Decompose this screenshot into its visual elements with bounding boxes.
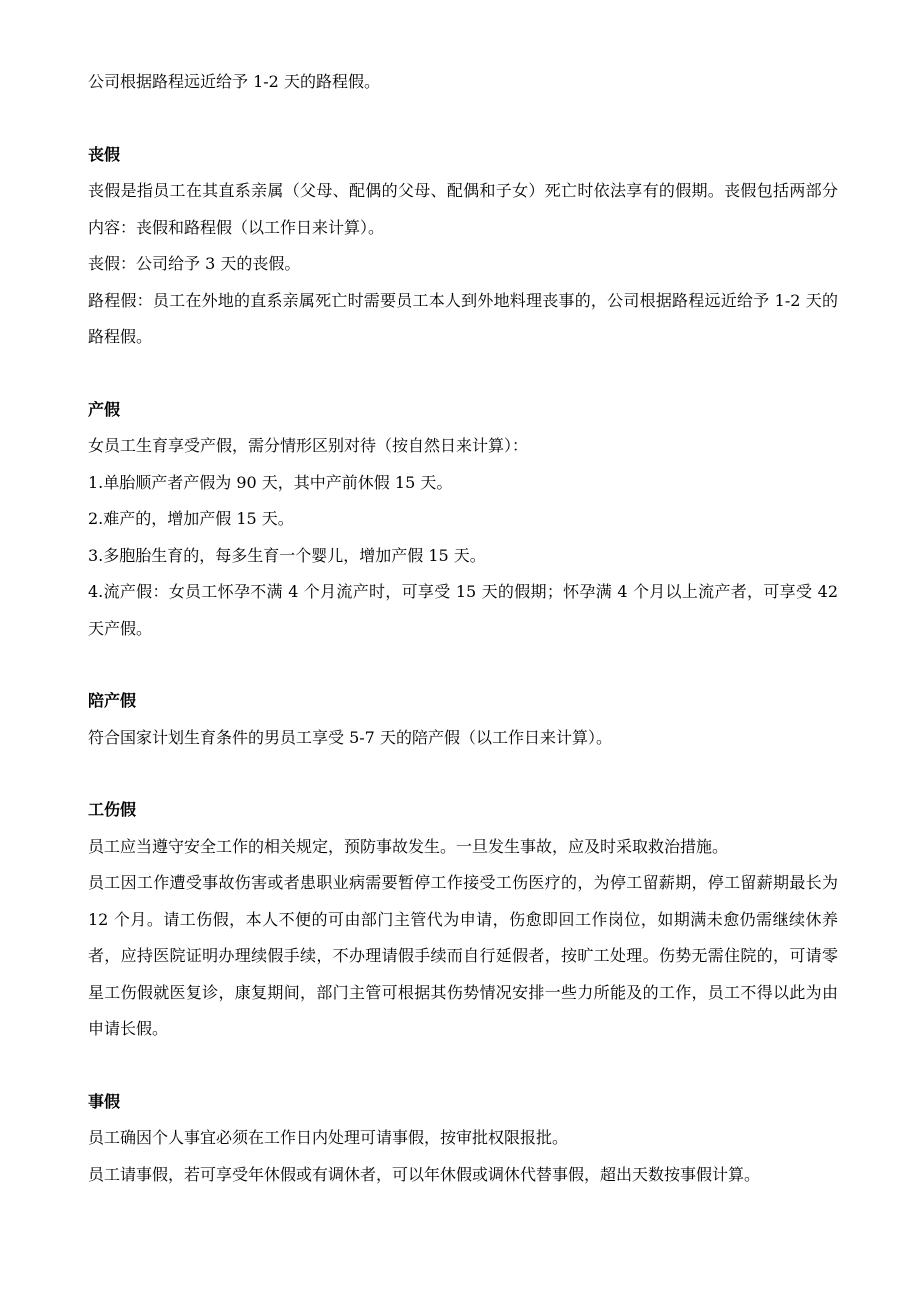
section-heading: 陪产假 (88, 691, 137, 710)
section-heading: 丧假 (88, 144, 121, 164)
intro-paragraph: 公司根据路程远近给予 1-2 天的路程假。 (88, 72, 380, 91)
paragraph: 员工应当遵守安全工作的相关规定，预防事故发生。一旦发生事故，应及时采取救治措施。 (88, 836, 729, 856)
section-heading: 工伤假 (88, 800, 137, 819)
document-body (88, 64, 838, 1193)
list-item: 4.流产假：女员工怀孕不满 4 个月流产时，可享受 15 天的假期；怀孕满 4 个月以上流产者，可享受 42 天产假。 (88, 582, 838, 638)
paragraph: 丧假是指员工在其直系亲属（父母、配偶的父母、配偶和子女）死亡时依法享有的假期。丧假包括两部分内容：丧假和路程假（以工作日来计算）。 (88, 181, 838, 237)
paragraph: 员工确因个人事宜必须在工作日内处理可请事假，按审批权限报批。 (88, 1128, 569, 1147)
paragraph: 符合国家计划生育条件的男员工享受 5-7 天的陪产假（以工作日来计算）。 (88, 727, 612, 747)
paragraph: 女员工生育享受产假，需分情形区别对待（按自然日来计算）： (88, 436, 529, 455)
paragraph: 路程假：员工在外地的直系亲属死亡时需要员工本人到外地料理丧事的，公司根据路程远近给予 1-2 天的路程假。 (88, 290, 838, 346)
paragraph: 员工请事假，若可享受年休假或有调休者，可以年休假或调休代替事假，超出天数按事假计算。 (88, 1164, 761, 1184)
section-funeral-leave (88, 137, 838, 356)
paragraph: 员工因工作遭受事故伤害或者患职业病需要暂停工作接受工伤医疗的，为停工留薪期，停工留薪期最长为 12 个月。请工伤假，本人不便的可由部门主管代为申请，伤愈即回工作岗位，如期满未愈仍需继续休养者，应持医院证明办理续假手续，不办理请假手续而自行延假者，按旷工处理。伤势无需住院的，可请零星工伤假就医复诊，康复期间，部门主管可根据其伤势情况安排一些力所能及的工作，员工不得以此为由申请长假。 (88, 873, 838, 1038)
list-item: 2.难产的，增加产假 15 天。 (88, 509, 294, 528)
section-work-injury-leave (88, 792, 838, 1048)
section-personal-leave (88, 1084, 838, 1194)
list-item: 1.单胎顺产者产假为 90 天，其中产前休假 15 天。 (88, 472, 453, 492)
section-maternity-leave (88, 392, 838, 648)
paragraph: 丧假：公司给予 3 天的丧假。 (88, 254, 301, 273)
section-heading: 产假 (88, 399, 121, 419)
list-item: 3.多胞胎生育的，每多生育一个婴儿，增加产假 15 天。 (88, 545, 486, 565)
section-heading: 事假 (88, 1091, 121, 1111)
section-paternity-leave (88, 683, 838, 756)
